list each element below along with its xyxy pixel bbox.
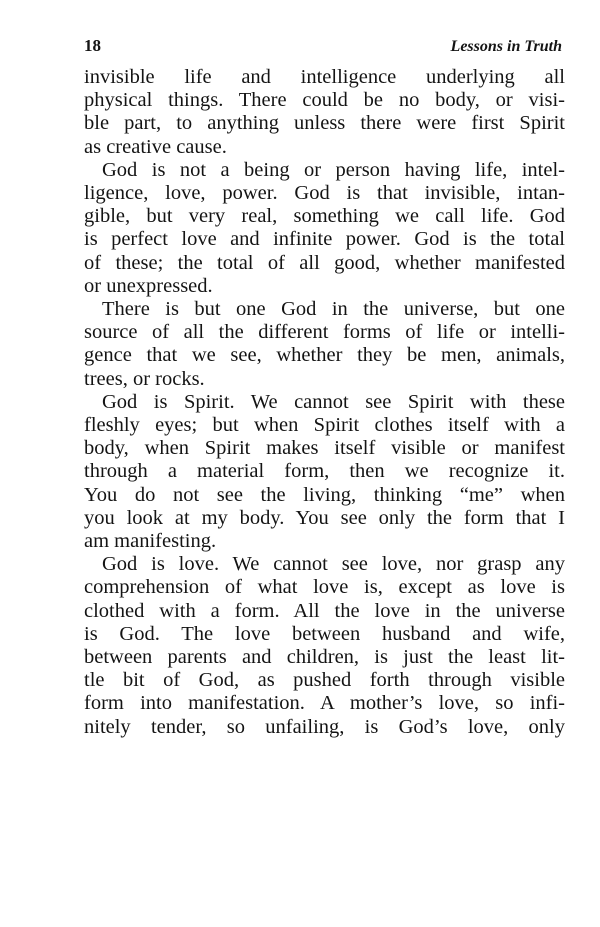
text-line: source of all the different forms of life or intelli- xyxy=(84,321,565,344)
text-line: clothed with a form. All the love in the universe xyxy=(84,599,565,622)
body-text xyxy=(84,66,565,739)
text-line: physical things. There could be no body, or visi- xyxy=(84,89,565,112)
book-title: Lessons in Truth xyxy=(450,38,562,55)
text-line: you look at my body. You see only the form that I xyxy=(84,506,565,529)
text-line: nitely tender, so unfailing, is God’s love, only xyxy=(84,715,565,738)
paragraph xyxy=(84,298,565,391)
text-line: or unexpressed. xyxy=(84,274,213,297)
text-line: You do not see the living, thinking “me” when xyxy=(84,483,565,506)
text-line: God is Spirit. We cannot see Spirit with these xyxy=(102,390,565,413)
paragraph xyxy=(84,391,565,553)
text-line: through a material form, then we recognize it. xyxy=(84,460,565,483)
text-line: fleshly eyes; but when Spirit clothes itself with a xyxy=(84,414,565,437)
text-line: gible, but very real, something we call life. God xyxy=(84,205,565,228)
text-line: is God. The love between husband and wife, xyxy=(84,622,565,645)
text-line: ligence, love, power. God is that invisible, intan- xyxy=(84,182,565,205)
text-line: am manifesting. xyxy=(84,530,217,553)
paragraph xyxy=(84,159,565,298)
text-line: of these; the total of all good, whether manifested xyxy=(84,251,565,274)
text-line: form into manifestation. A mother’s love, so infi- xyxy=(84,692,565,715)
text-line: gence that we see, whether they be men, animals, xyxy=(84,344,565,367)
text-line: God is love. We cannot see love, nor grasp any xyxy=(102,553,565,576)
text-line: There is but one God in the universe, but one xyxy=(102,298,565,321)
book-page xyxy=(84,36,565,739)
text-line: is perfect love and infinite power. God is the total xyxy=(84,228,565,251)
text-line: ble part, to anything unless there were first Spirit xyxy=(84,112,565,135)
paragraph xyxy=(84,553,565,739)
text-line: tle bit of God, as pushed forth through visible xyxy=(84,669,565,692)
paragraph xyxy=(84,66,565,159)
text-line: body, when Spirit makes itself visible or manifest xyxy=(84,437,565,460)
text-line: God is not a being or person having life, intel- xyxy=(102,158,565,181)
page-number: 18 xyxy=(84,36,101,55)
text-line: trees, or rocks. xyxy=(84,367,205,390)
text-line: between parents and children, is just the least lit- xyxy=(84,646,565,669)
text-line: as creative cause. xyxy=(84,135,227,158)
text-line: invisible life and intelligence underlying all xyxy=(84,66,565,88)
text-line: comprehension of what love is, except as love is xyxy=(84,576,565,599)
running-head xyxy=(84,36,565,66)
